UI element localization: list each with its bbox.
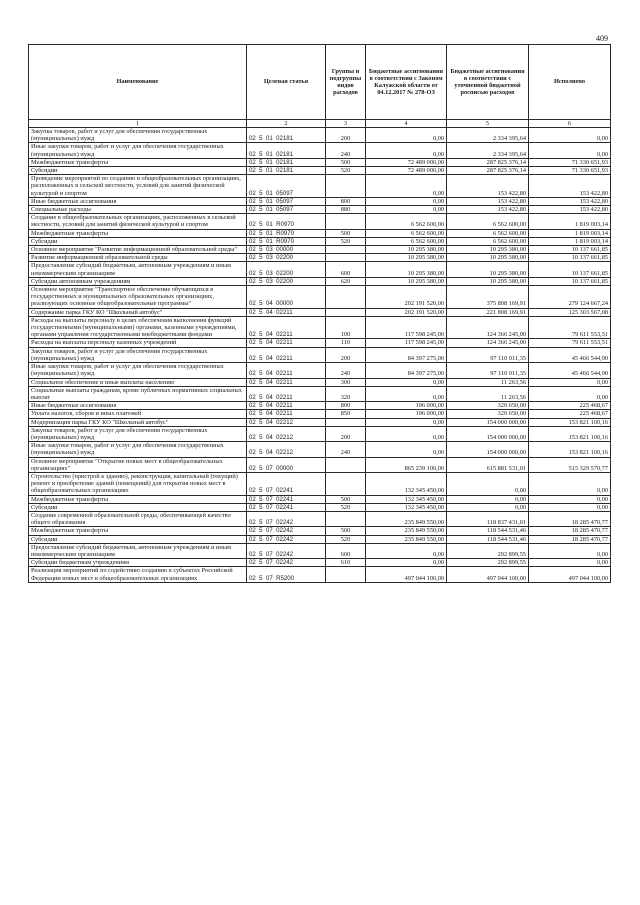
- row-law-amount: 132 345 450,00: [366, 495, 447, 503]
- row-expense-group: 850: [326, 410, 366, 418]
- row-executed-amount: 515 329 570,77: [529, 457, 611, 472]
- row-expense-group: 520: [326, 503, 366, 511]
- row-law-amount: 865 239 100,00: [366, 457, 447, 472]
- row-law-amount: 497 044 100,00: [366, 567, 447, 582]
- row-name: Создание в общеобразовательных организациях, расположенных в сельской местности, условий для занятий физической культурой и спортом: [29, 214, 247, 229]
- row-refined-amount: 287 825 376,14: [447, 167, 529, 175]
- header-law: Бюджетные ассигнования в соответствии с Законом Калужской области от 04.12.2017 № 278-ОЗ: [366, 45, 447, 120]
- row-name: Закупка товаров, работ и услуг для обеспечения государственных (муниципальных) нужд: [29, 128, 247, 143]
- table-row: [29, 503, 611, 511]
- row-executed-amount: 225 468,67: [529, 410, 611, 418]
- row-law-amount: 0,00: [366, 543, 447, 558]
- row-target-code: 02 5 01 R0970: [247, 214, 326, 229]
- row-expense-group: 610: [326, 559, 366, 567]
- row-executed-amount: 153 821 100,16: [529, 442, 611, 457]
- row-law-amount: 10 295 380,00: [366, 277, 447, 285]
- row-law-amount: 0,00: [366, 197, 447, 205]
- row-name: Модернизация парка ГКУ КО "Школьный автобус": [29, 418, 247, 426]
- row-name: Основное мероприятие "Развитие информационной образовательной среды": [29, 246, 247, 254]
- row-name: Межбюджетные трансферты: [29, 158, 247, 166]
- row-target-code: 02 5 01 R0970: [247, 237, 326, 245]
- column-number: 3: [326, 120, 366, 128]
- column-number: 1: [29, 120, 247, 128]
- row-law-amount: 0,00: [366, 442, 447, 457]
- row-executed-amount: 497 044 100,00: [529, 567, 611, 582]
- row-executed-amount: 0,00: [529, 559, 611, 567]
- table-row: [29, 363, 611, 378]
- column-number: 6: [529, 120, 611, 128]
- table-row: [29, 410, 611, 418]
- row-law-amount: 0,00: [366, 418, 447, 426]
- row-refined-amount: 154 000 000,00: [447, 426, 529, 441]
- row-target-code: 02 5 07 02241: [247, 472, 326, 495]
- row-law-amount: 202 191 520,00: [366, 286, 447, 309]
- row-name: Социальные выплаты гражданам, кроме публичных нормативных социальных выплат: [29, 386, 247, 401]
- row-refined-amount: 221 808 169,91: [447, 308, 529, 316]
- row-expense-group: [326, 308, 366, 316]
- row-target-code: 02 5 01 02181: [247, 128, 326, 143]
- row-target-code: 02 5 04 02211: [247, 402, 326, 410]
- header-name: Наименование: [29, 45, 247, 120]
- row-refined-amount: 11 263,56: [447, 386, 529, 401]
- row-expense-group: 520: [326, 167, 366, 175]
- row-refined-amount: 6 562 600,00: [447, 237, 529, 245]
- row-expense-group: [326, 567, 366, 582]
- row-refined-amount: 154 000 000,00: [447, 418, 529, 426]
- table-row: [29, 197, 611, 205]
- row-expense-group: [326, 418, 366, 426]
- header-executed: Исполнено: [529, 45, 611, 120]
- row-executed-amount: 0,00: [529, 503, 611, 511]
- row-refined-amount: 292 899,55: [447, 559, 529, 567]
- row-law-amount: 0,00: [366, 378, 447, 386]
- row-target-code: 02 5 03 02200: [247, 254, 326, 262]
- table-row: [29, 543, 611, 558]
- row-name: Иные бюджетные ассигнования: [29, 402, 247, 410]
- table-row: [29, 229, 611, 237]
- row-target-code: 02 5 01 05097: [247, 197, 326, 205]
- header-refined: Бюджетные ассигнования в соответствии с уточненной бюджетной росписью расходов: [447, 45, 529, 120]
- table-row: [29, 158, 611, 166]
- row-target-code: 02 5 07 02241: [247, 503, 326, 511]
- row-name: Иные закупки товаров, работ и услуг для обеспечения государственных (муниципальных) нужд: [29, 363, 247, 378]
- row-name: Предоставление субсидий бюджетным, автономным учреждениям и иным некоммерческим организациям: [29, 543, 247, 558]
- row-expense-group: 200: [326, 128, 366, 143]
- row-target-code: 02 5 04 02211: [247, 386, 326, 401]
- table-row: [29, 175, 611, 198]
- row-law-amount: 0,00: [366, 426, 447, 441]
- row-target-code: 02 5 07 02242: [247, 543, 326, 558]
- row-refined-amount: 497 044 100,00: [447, 567, 529, 582]
- row-target-code: 02 5 03 02200: [247, 262, 326, 277]
- row-refined-amount: 287 825 376,14: [447, 158, 529, 166]
- row-law-amount: 235 849 550,00: [366, 527, 447, 535]
- table-row: [29, 559, 611, 567]
- row-expense-group: 200: [326, 347, 366, 362]
- row-name: Субсидии бюджетным учреждениям: [29, 559, 247, 567]
- row-law-amount: 72 489 000,00: [366, 167, 447, 175]
- row-refined-amount: 153 422,80: [447, 206, 529, 214]
- row-target-code: 02 5 04 02212: [247, 418, 326, 426]
- row-expense-group: 320: [326, 386, 366, 401]
- row-executed-amount: 1 819 003,14: [529, 237, 611, 245]
- table-row: [29, 347, 611, 362]
- table-row: [29, 308, 611, 316]
- row-executed-amount: 279 124 667,24: [529, 286, 611, 309]
- row-refined-amount: 2 334 395,64: [447, 143, 529, 158]
- row-law-amount: 84 397 275,00: [366, 363, 447, 378]
- row-name: Строительство (пристрой к зданию), реконструкция, капитальный (текущий) ремонт и приобретение зданий (помещений) для открытия новых мест в общеобразовательных организациях: [29, 472, 247, 495]
- row-executed-amount: 10 137 661,85: [529, 277, 611, 285]
- row-expense-group: 200: [326, 426, 366, 441]
- row-target-code: 02 5 07 02242: [247, 511, 326, 526]
- row-target-code: 02 5 04 02211: [247, 378, 326, 386]
- row-executed-amount: 18 285 470,77: [529, 527, 611, 535]
- row-expense-group: [326, 511, 366, 526]
- row-expense-group: 500: [326, 495, 366, 503]
- row-executed-amount: 153 821 100,16: [529, 418, 611, 426]
- row-target-code: 02 5 07 02241: [247, 495, 326, 503]
- row-executed-amount: 125 303 567,08: [529, 308, 611, 316]
- row-name: Субсидии: [29, 167, 247, 175]
- table-row: [29, 316, 611, 339]
- row-law-amount: 196 000,00: [366, 402, 447, 410]
- row-expense-group: 620: [326, 277, 366, 285]
- row-refined-amount: 615 881 531,01: [447, 457, 529, 472]
- row-refined-amount: 118 544 531,46: [447, 535, 529, 543]
- row-law-amount: 6 562 600,00: [366, 229, 447, 237]
- row-expense-group: [326, 472, 366, 495]
- column-number-row: [29, 120, 611, 128]
- row-refined-amount: 6 562 600,00: [447, 214, 529, 229]
- table-row: [29, 286, 611, 309]
- row-target-code: 02 5 04 02211: [247, 347, 326, 362]
- row-refined-amount: 0,00: [447, 472, 529, 495]
- table-row: [29, 472, 611, 495]
- row-law-amount: 117 598 245,00: [366, 339, 447, 347]
- row-executed-amount: 153 821 100,16: [529, 426, 611, 441]
- table-row: [29, 442, 611, 457]
- table-row: [29, 246, 611, 254]
- row-target-code: 02 5 04 00000: [247, 286, 326, 309]
- row-refined-amount: 10 295 380,00: [447, 277, 529, 285]
- row-law-amount: 6 562 600,00: [366, 237, 447, 245]
- table-row: [29, 457, 611, 472]
- row-refined-amount: 153 422,80: [447, 197, 529, 205]
- row-law-amount: 10 295 380,00: [366, 254, 447, 262]
- row-name: Специальные расходы: [29, 206, 247, 214]
- column-number: 2: [247, 120, 326, 128]
- row-law-amount: 117 598 245,00: [366, 316, 447, 339]
- row-law-amount: 0,00: [366, 386, 447, 401]
- row-name: Предоставление субсидий бюджетным, автономным учреждениям и иным некоммерческим организациям: [29, 262, 247, 277]
- row-executed-amount: 225 468,67: [529, 402, 611, 410]
- row-refined-amount: 118 544 531,46: [447, 527, 529, 535]
- row-target-code: 02 5 07 02242: [247, 559, 326, 567]
- row-refined-amount: 320 650,00: [447, 402, 529, 410]
- row-name: Субсидии: [29, 535, 247, 543]
- row-executed-amount: 1 819 003,14: [529, 214, 611, 229]
- row-law-amount: 202 191 520,00: [366, 308, 447, 316]
- row-name: Субсидии: [29, 503, 247, 511]
- budget-table: [28, 44, 611, 583]
- table-row: [29, 402, 611, 410]
- row-target-code: 02 5 03 02200: [247, 277, 326, 285]
- row-name: Содержание парка ГКУ КО "Школьный автобус": [29, 308, 247, 316]
- row-expense-group: [326, 246, 366, 254]
- row-law-amount: 84 397 275,00: [366, 347, 447, 362]
- row-expense-group: 240: [326, 363, 366, 378]
- table-row: [29, 214, 611, 229]
- row-target-code: 02 5 04 02212: [247, 442, 326, 457]
- row-refined-amount: 97 110 011,35: [447, 347, 529, 362]
- row-name: Закупка товаров, работ и услуг для обеспечения государственных (муниципальных) нужд: [29, 347, 247, 362]
- table-body: [29, 128, 611, 583]
- row-expense-group: [326, 175, 366, 198]
- row-target-code: 02 5 07 02242: [247, 527, 326, 535]
- table-row: [29, 378, 611, 386]
- table-row: [29, 527, 611, 535]
- row-target-code: 02 5 07 00000: [247, 457, 326, 472]
- table-row: [29, 386, 611, 401]
- table-row: [29, 143, 611, 158]
- row-executed-amount: 79 611 553,51: [529, 316, 611, 339]
- row-expense-group: [326, 214, 366, 229]
- row-target-code: 02 5 01 05097: [247, 175, 326, 198]
- row-target-code: 02 5 04 02211: [247, 339, 326, 347]
- row-name: Проведение мероприятий по созданию в общеобразовательных организациях, расположенных в сельской местности, условий для занятий физической культурой и спортом: [29, 175, 247, 198]
- row-target-code: 02 5 04 02211: [247, 308, 326, 316]
- row-name: Уплата налогов, сборов и иных платежей: [29, 410, 247, 418]
- row-executed-amount: 45 466 544,90: [529, 363, 611, 378]
- row-name: Основное мероприятие "Транспортное обеспечение обучающихся в государственных и муниципальных образовательных организациях, реализующих основные общеобразовательные программы": [29, 286, 247, 309]
- row-law-amount: 72 489 000,00: [366, 158, 447, 166]
- row-executed-amount: 1 819 003,14: [529, 229, 611, 237]
- row-target-code: 02 5 01 02181: [247, 143, 326, 158]
- row-refined-amount: 375 808 169,91: [447, 286, 529, 309]
- row-expense-group: [326, 254, 366, 262]
- row-executed-amount: 153 422,80: [529, 206, 611, 214]
- row-target-code: 02 5 01 R0970: [247, 229, 326, 237]
- row-target-code: 02 5 04 02211: [247, 316, 326, 339]
- row-refined-amount: 320 650,00: [447, 410, 529, 418]
- row-name: Развитие информационной образовательной среды: [29, 254, 247, 262]
- row-expense-group: 100: [326, 316, 366, 339]
- row-law-amount: 0,00: [366, 559, 447, 567]
- row-executed-amount: 0,00: [529, 378, 611, 386]
- row-target-code: 02 5 03 00000: [247, 246, 326, 254]
- row-target-code: 02 5 07 R5200: [247, 567, 326, 582]
- row-target-code: 02 5 04 02211: [247, 410, 326, 418]
- table-row: [29, 237, 611, 245]
- row-expense-group: [326, 457, 366, 472]
- row-name: Социальное обеспечение и иные выплаты населению: [29, 378, 247, 386]
- row-expense-group: 800: [326, 197, 366, 205]
- row-expense-group: 500: [326, 527, 366, 535]
- row-name: Иные закупки товаров, работ и услуг для обеспечения государственных (муниципальных) нужд: [29, 143, 247, 158]
- row-refined-amount: 11 263,56: [447, 378, 529, 386]
- row-refined-amount: 124 366 245,00: [447, 316, 529, 339]
- row-law-amount: 132 345 450,00: [366, 472, 447, 495]
- table-row: [29, 511, 611, 526]
- row-expense-group: 600: [326, 262, 366, 277]
- table-row: [29, 262, 611, 277]
- row-target-code: 02 5 01 02181: [247, 158, 326, 166]
- row-law-amount: 132 345 450,00: [366, 503, 447, 511]
- row-executed-amount: 0,00: [529, 543, 611, 558]
- row-expense-group: 600: [326, 543, 366, 558]
- table-row: [29, 277, 611, 285]
- row-executed-amount: 0,00: [529, 386, 611, 401]
- row-name: Расходы на выплаты персоналу в целях обеспечения выполнения функций государственными (муниципальными) органами, казенными учреждениями, органами управления государственными внебюджетными фондами: [29, 316, 247, 339]
- table-row: [29, 128, 611, 143]
- header-groups: Группы и подгруппы видов расходов: [326, 45, 366, 120]
- row-refined-amount: 118 837 431,01: [447, 511, 529, 526]
- row-law-amount: 235 849 550,00: [366, 535, 447, 543]
- row-executed-amount: 79 611 553,51: [529, 339, 611, 347]
- row-executed-amount: 45 466 544,90: [529, 347, 611, 362]
- row-name: Иные бюджетные ассигнования: [29, 197, 247, 205]
- row-executed-amount: 0,00: [529, 143, 611, 158]
- table-row: [29, 567, 611, 582]
- table-row: [29, 339, 611, 347]
- row-target-code: 02 5 01 05097: [247, 206, 326, 214]
- row-refined-amount: 0,00: [447, 495, 529, 503]
- table-row: [29, 167, 611, 175]
- row-refined-amount: 154 000 000,00: [447, 442, 529, 457]
- row-refined-amount: 2 334 395,64: [447, 128, 529, 143]
- header-target: Целевая статья: [247, 45, 326, 120]
- row-law-amount: 10 295 380,00: [366, 262, 447, 277]
- row-target-code: 02 5 04 02211: [247, 363, 326, 378]
- row-name: Межбюджетные трансферты: [29, 229, 247, 237]
- row-expense-group: 520: [326, 535, 366, 543]
- header-row: [29, 45, 611, 120]
- row-executed-amount: 0,00: [529, 128, 611, 143]
- table-row: [29, 254, 611, 262]
- row-executed-amount: 71 330 651,93: [529, 158, 611, 166]
- row-target-code: 02 5 01 02181: [247, 167, 326, 175]
- row-law-amount: 0,00: [366, 128, 447, 143]
- row-executed-amount: 153 422,80: [529, 175, 611, 198]
- table-row: [29, 535, 611, 543]
- row-expense-group: 520: [326, 237, 366, 245]
- row-expense-group: 880: [326, 206, 366, 214]
- row-name: Основное мероприятие "Открытие новых мест в общеобразовательных организациях": [29, 457, 247, 472]
- row-executed-amount: 10 137 661,85: [529, 254, 611, 262]
- row-name: Создание современной образовательной среды, обеспечивающей качество общего образования: [29, 511, 247, 526]
- table-row: [29, 206, 611, 214]
- row-executed-amount: 0,00: [529, 495, 611, 503]
- row-name: Межбюджетные трансферты: [29, 495, 247, 503]
- row-executed-amount: 18 285 470,77: [529, 535, 611, 543]
- row-expense-group: 500: [326, 229, 366, 237]
- row-refined-amount: 10 295 380,00: [447, 254, 529, 262]
- row-target-code: 02 5 04 02212: [247, 426, 326, 441]
- row-executed-amount: 18 285 470,77: [529, 511, 611, 526]
- row-refined-amount: 292 899,55: [447, 543, 529, 558]
- row-expense-group: 240: [326, 442, 366, 457]
- row-name: Закупка товаров, работ и услуг для обеспечения государственных (муниципальных) нужд: [29, 426, 247, 441]
- row-expense-group: 240: [326, 143, 366, 158]
- table-row: [29, 418, 611, 426]
- row-expense-group: [326, 286, 366, 309]
- row-name: Субсидии автономным учреждениям: [29, 277, 247, 285]
- row-name: Реализация мероприятий по содействию созданию в субъектах Российской Федерации новых мест в общеобразовательных организациях: [29, 567, 247, 582]
- row-executed-amount: 10 137 661,85: [529, 262, 611, 277]
- row-refined-amount: 124 366 245,00: [447, 339, 529, 347]
- row-target-code: 02 5 07 02242: [247, 535, 326, 543]
- row-expense-group: 800: [326, 402, 366, 410]
- table-row: [29, 426, 611, 441]
- row-refined-amount: 0,00: [447, 503, 529, 511]
- column-number: 4: [366, 120, 447, 128]
- row-executed-amount: 0,00: [529, 472, 611, 495]
- row-law-amount: 0,00: [366, 143, 447, 158]
- row-law-amount: 196 000,00: [366, 410, 447, 418]
- page-number: 409: [596, 34, 608, 43]
- row-law-amount: 10 295 380,00: [366, 246, 447, 254]
- row-law-amount: 6 562 600,00: [366, 214, 447, 229]
- row-executed-amount: 153 422,80: [529, 197, 611, 205]
- row-law-amount: 0,00: [366, 175, 447, 198]
- row-refined-amount: 97 110 011,35: [447, 363, 529, 378]
- row-executed-amount: 71 330 651,93: [529, 167, 611, 175]
- row-refined-amount: 10 295 380,00: [447, 246, 529, 254]
- row-law-amount: 0,00: [366, 206, 447, 214]
- row-name: Расходы на выплаты персоналу казенных учреждений: [29, 339, 247, 347]
- row-expense-group: 300: [326, 378, 366, 386]
- row-executed-amount: 10 137 661,85: [529, 246, 611, 254]
- row-refined-amount: 10 295 380,00: [447, 262, 529, 277]
- row-expense-group: 110: [326, 339, 366, 347]
- row-name: Межбюджетные трансферты: [29, 527, 247, 535]
- row-refined-amount: 6 562 600,00: [447, 229, 529, 237]
- row-refined-amount: 153 422,80: [447, 175, 529, 198]
- column-number: 5: [447, 120, 529, 128]
- row-name: Субсидии: [29, 237, 247, 245]
- table-row: [29, 495, 611, 503]
- row-law-amount: 235 849 550,00: [366, 511, 447, 526]
- row-expense-group: 500: [326, 158, 366, 166]
- row-name: Иные закупки товаров, работ и услуг для обеспечения государственных (муниципальных) нужд: [29, 442, 247, 457]
